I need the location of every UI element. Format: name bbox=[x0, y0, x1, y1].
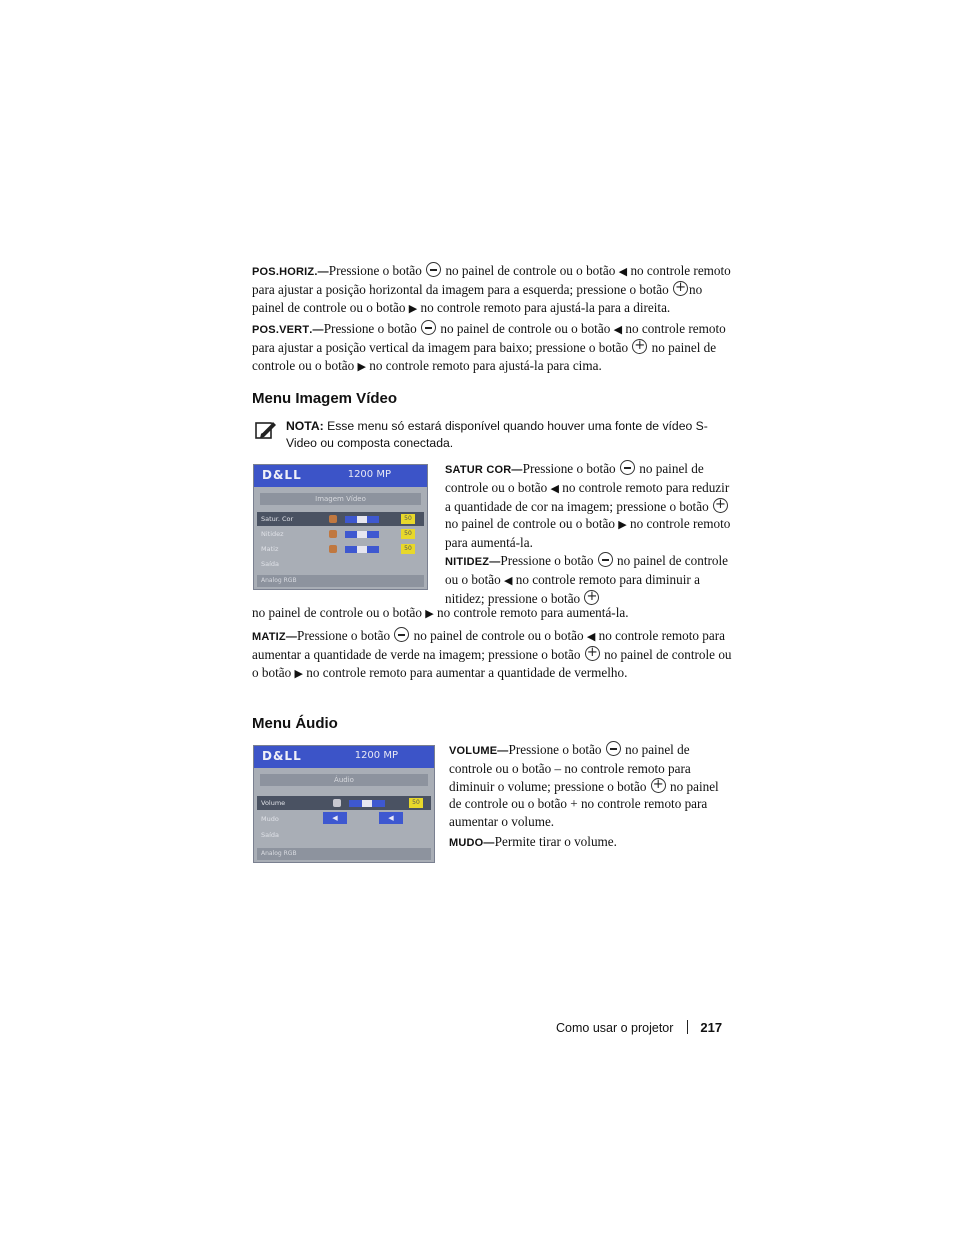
osd-title: Áudio bbox=[260, 774, 428, 786]
osd-level bbox=[357, 531, 367, 538]
osd-model: 1200 MP bbox=[347, 469, 391, 480]
right-arrow-icon: ▶ bbox=[425, 607, 434, 620]
osd-row-satur-cor: Satur. Cor 50 bbox=[257, 512, 424, 526]
osd-footer: Analog RGB bbox=[257, 575, 424, 587]
osd-model: 1200 MP bbox=[354, 750, 398, 761]
minus-button-icon bbox=[620, 460, 635, 475]
minus-button-icon bbox=[421, 320, 436, 335]
right-arrow-icon: ▶ bbox=[357, 359, 366, 373]
osd-header bbox=[254, 746, 434, 768]
plus-button-icon bbox=[673, 281, 688, 296]
note-label: NOTA: bbox=[286, 419, 324, 433]
pos-vert-paragraph: POS.VERT.—Pressione o botão no painel de controle ou o botão ◀ no controle remoto para ajustar a posição vertical da imagem para baixo; pressione o botão + no painel de controle ou o botão ▶ no controle remoto para ajustá-la para cima. bbox=[252, 320, 732, 375]
heading-menu-audio: Menu Áudio bbox=[252, 715, 338, 732]
plus-button-icon bbox=[585, 646, 600, 661]
osd-row-nitidez: Nitidez 50 bbox=[257, 527, 424, 541]
osd-header bbox=[254, 465, 427, 487]
matiz-paragraph: MATIZ—Pressione o botão no painel de controle ou o botão ◀ no controle remoto para aumentar a quantidade de verde na imagem; pressione o botão + no painel de controle ou o botão ▶ no controle remoto para aumentar a quantidade de vermelho. bbox=[252, 627, 732, 682]
mute-off-icon: ◀ bbox=[379, 812, 403, 824]
plus-button-icon bbox=[632, 339, 647, 354]
left-arrow-icon: ◀ bbox=[503, 574, 513, 588]
note-text: Esse menu só estará disponível quando houver uma fonte de vídeo S-Video ou composta conectada. bbox=[286, 419, 708, 450]
left-arrow-icon: ◀ bbox=[586, 630, 596, 643]
osd-video-screenshot bbox=[253, 464, 428, 590]
pencil-note-icon bbox=[255, 420, 277, 440]
osd-footer: Analog RGB bbox=[257, 848, 431, 860]
nitidez-paragraph-continued: no painel de controle ou o botão ▶ no controle remoto para aumentá-la. bbox=[252, 605, 629, 620]
mudo-paragraph: MUDO—Permite tirar o volume. bbox=[449, 834, 617, 849]
color-icon bbox=[329, 515, 337, 523]
left-arrow-icon: ◀ bbox=[550, 482, 559, 496]
dell-logo: D&LL bbox=[262, 749, 302, 763]
pos-horiz-term: POS.HORIZ.— bbox=[252, 266, 329, 278]
minus-button-icon bbox=[394, 627, 409, 642]
footer-section: Como usar o projetor bbox=[556, 1021, 674, 1035]
osd-title: Imagem Vídeo bbox=[260, 493, 421, 505]
osd-row-matiz: Matiz 50 bbox=[257, 542, 424, 556]
mute-on-icon: ◀ bbox=[323, 812, 347, 824]
minus-button-icon bbox=[598, 552, 613, 567]
page-number: 217 bbox=[700, 1020, 723, 1035]
pos-horiz-paragraph: POS.HORIZ.—Pressione o botão no painel de controle ou o botão ◀ no controle remoto para ajustar a posição horizontal da imagem para a esquerda; pressione o botão + no painel de controle ou o botão ▶ no controle remoto para ajustá-la para a direita. bbox=[252, 262, 732, 317]
plus-button-icon bbox=[584, 590, 599, 605]
osd-level bbox=[357, 516, 367, 523]
volume-paragraph: VOLUME—Pressione o botão no painel de controle ou o botão – no controle remoto para diminuir o volume; pressione o botão + no painel de controle ou o botão + no controle remoto para aumentar o volume. bbox=[449, 741, 731, 830]
heading-menu-imagem-video: Menu Imagem Vídeo bbox=[252, 390, 398, 407]
osd-level bbox=[357, 546, 367, 553]
nitidez-paragraph: NITIDEZ—Pressione o botão no painel de controle ou o botão ◀ no controle remoto para diminuir a nitidez; pressione o botão + bbox=[445, 552, 731, 607]
footer-separator bbox=[687, 1020, 688, 1034]
pos-vert-term: POS.VERT.— bbox=[252, 324, 324, 336]
osd-row-saida: Saída bbox=[261, 831, 280, 839]
left-arrow-icon: ◀ bbox=[618, 265, 628, 278]
page-footer bbox=[556, 1020, 722, 1035]
minus-button-icon bbox=[426, 262, 441, 277]
satur-cor-paragraph: SATUR COR—Pressione o botão no painel de controle ou o botão ◀ no controle remoto para reduzir a quantidade de cor na imagem; pressione o botão + no painel de controle ou o botão ▶ no controle remoto para aumentá-la. bbox=[445, 460, 731, 551]
right-arrow-icon: ▶ bbox=[408, 301, 418, 315]
tint-icon bbox=[329, 545, 337, 553]
osd-row-volume: Volume 50 bbox=[257, 796, 431, 810]
osd-row-saida: Saída bbox=[261, 560, 280, 568]
note-box bbox=[252, 418, 732, 452]
dell-logo: D&LL bbox=[262, 468, 302, 482]
osd-row-mudo: Mudo ◀ ◀ bbox=[257, 812, 431, 826]
minus-button-icon bbox=[606, 741, 621, 756]
plus-button-icon bbox=[713, 498, 728, 513]
osd-audio-screenshot bbox=[253, 745, 435, 863]
right-arrow-icon: ▶ bbox=[294, 666, 303, 680]
plus-button-icon bbox=[651, 778, 666, 793]
right-arrow-icon: ▶ bbox=[618, 518, 627, 532]
speaker-icon bbox=[333, 799, 341, 807]
sharpness-icon bbox=[329, 530, 337, 538]
osd-level bbox=[362, 800, 372, 807]
left-arrow-icon: ◀ bbox=[613, 323, 623, 336]
